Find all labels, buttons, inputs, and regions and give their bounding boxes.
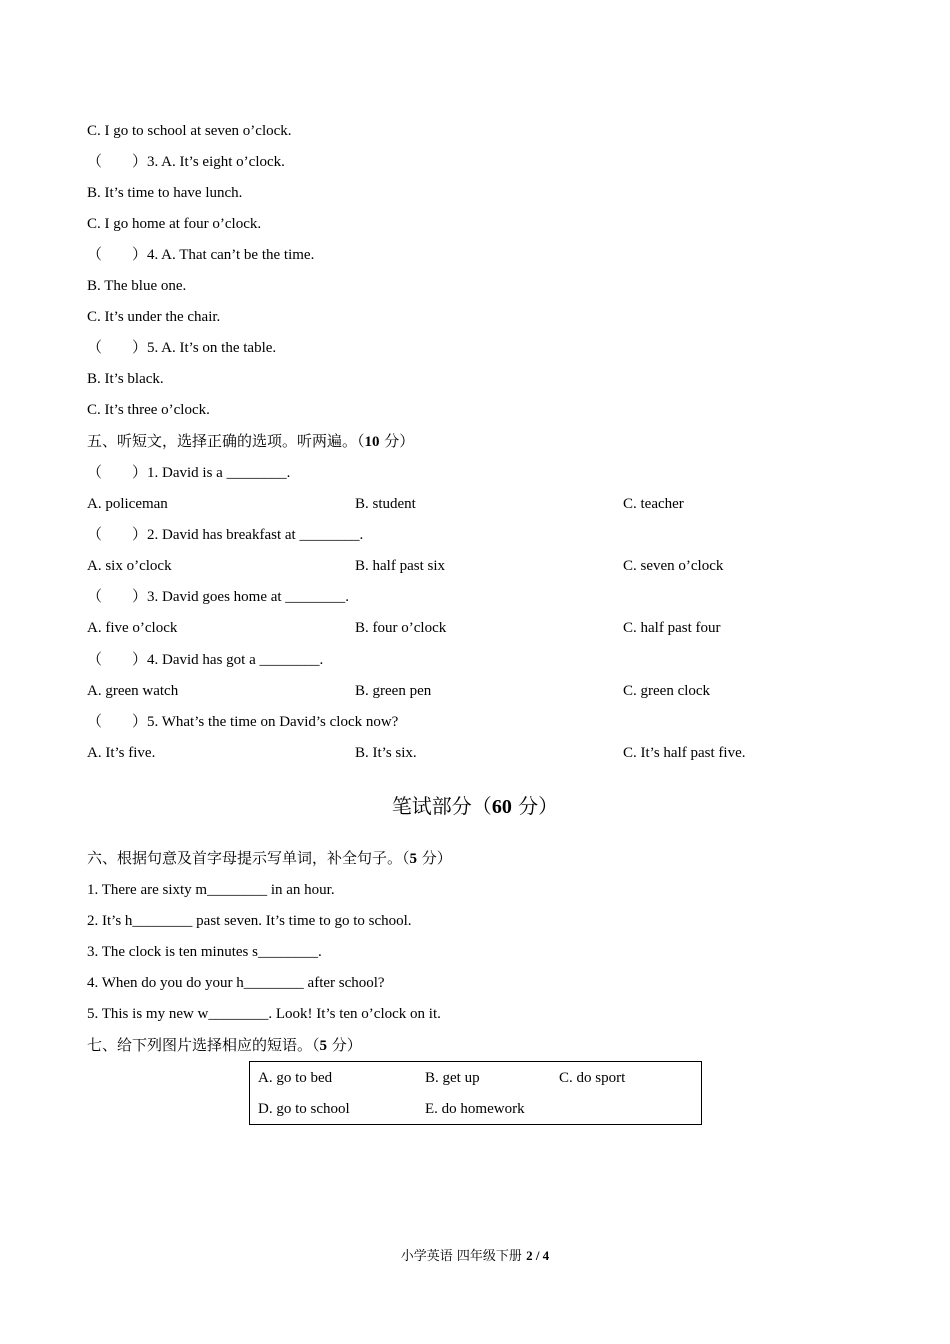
- question-text: 4. A. That can’t be the time.: [147, 247, 315, 263]
- answer-bracket[interactable]: （ ）: [87, 527, 148, 543]
- option-a: A. five o’clock: [87, 620, 178, 636]
- option-c: C. seven o’clock: [623, 558, 724, 574]
- answer-bracket[interactable]: （ ）: [87, 340, 148, 356]
- answer-bracket[interactable]: （ ）: [87, 247, 148, 263]
- question-text: 5. A. It’s on the table.: [147, 340, 277, 356]
- answer-bracket[interactable]: （ ）: [87, 465, 148, 481]
- question-text: 5. What’s the time on David’s clock now?: [147, 714, 399, 730]
- option-line: C. It’s three o’clock.: [87, 402, 210, 418]
- section-title-part7: 七、给下列图片选择相应的短语。（5 分）: [87, 1036, 362, 1054]
- written-part-title: 笔试部分（60 分）: [391, 794, 559, 818]
- answer-bracket[interactable]: （ ）: [87, 652, 148, 668]
- option-b: B. It’s six.: [355, 745, 417, 761]
- phrase-option-c: C. do sport: [559, 1070, 626, 1086]
- option-b: B. student: [355, 496, 416, 512]
- page-footer: 小学英语 四年级下册 2 / 4: [400, 1248, 550, 1264]
- option-b: B. green pen: [355, 683, 432, 699]
- question-text: 1. David is a ________.: [147, 465, 291, 481]
- answer-bracket[interactable]: （ ）: [87, 714, 148, 730]
- phrase-option-d: D. go to school: [258, 1101, 350, 1117]
- option-c: C. teacher: [623, 496, 684, 512]
- option-a: A. six o’clock: [87, 558, 172, 574]
- option-c: C. half past four: [623, 620, 721, 636]
- question-line: [87, 650, 323, 670]
- option-line: C. I go home at four o’clock.: [87, 216, 262, 232]
- fill-in-item[interactable]: 2. It’s h________ past seven. It’s time to go to school.: [87, 913, 412, 929]
- option-line: B. The blue one.: [87, 278, 187, 294]
- phrase-option-a: A. go to bed: [258, 1070, 333, 1086]
- question-line: [87, 525, 363, 545]
- question-line: [87, 587, 349, 607]
- option-line: C. I go to school at seven o’clock.: [87, 123, 292, 139]
- option-line: B. It’s black.: [87, 371, 164, 387]
- question-text: 4. David has got a ________.: [147, 652, 324, 668]
- section-title-part6: 六、根据句意及首字母提示写单词，补全句子。（5 分）: [87, 849, 452, 867]
- option-a: A. policeman: [87, 496, 168, 512]
- question-text: 2. David has breakfast at ________.: [147, 527, 364, 543]
- option-b: B. half past six: [355, 558, 445, 574]
- answer-bracket[interactable]: （ ）: [87, 589, 148, 605]
- question-text: 3. A. It’s eight o’clock.: [147, 154, 285, 170]
- section-title-part5: 五、听短文，选择正确的选项。听两遍。（10 分）: [87, 432, 415, 450]
- fill-in-item[interactable]: 4. When do you do your h________ after school?: [87, 975, 385, 991]
- question-line: [87, 245, 314, 265]
- option-b: B. four o’clock: [355, 620, 447, 636]
- question-line: [87, 152, 285, 172]
- question-line: [87, 463, 290, 483]
- answer-bracket[interactable]: （ ）: [87, 154, 148, 170]
- option-c: C. It’s half past five.: [623, 745, 746, 761]
- phrase-option-e: E. do homework: [425, 1101, 525, 1117]
- phrase-options-box: [249, 1061, 702, 1125]
- phrase-option-b: B. get up: [425, 1070, 480, 1086]
- page-number: 2 / 4: [526, 1248, 550, 1263]
- option-line: C. It’s under the chair.: [87, 309, 221, 325]
- question-line: [87, 712, 398, 732]
- fill-in-item[interactable]: 5. This is my new w________. Look! It’s ten o’clock on it.: [87, 1006, 441, 1022]
- fill-in-item[interactable]: 3. The clock is ten minutes s________.: [87, 944, 322, 960]
- option-a: A. green watch: [87, 683, 179, 699]
- option-c: C. green clock: [623, 683, 711, 699]
- option-a: A. It’s five.: [87, 745, 156, 761]
- option-line: B. It’s time to have lunch.: [87, 185, 243, 201]
- fill-in-item[interactable]: 1. There are sixty m________ in an hour.: [87, 882, 335, 898]
- question-text: 3. David goes home at ________.: [147, 589, 350, 605]
- question-line: [87, 338, 276, 358]
